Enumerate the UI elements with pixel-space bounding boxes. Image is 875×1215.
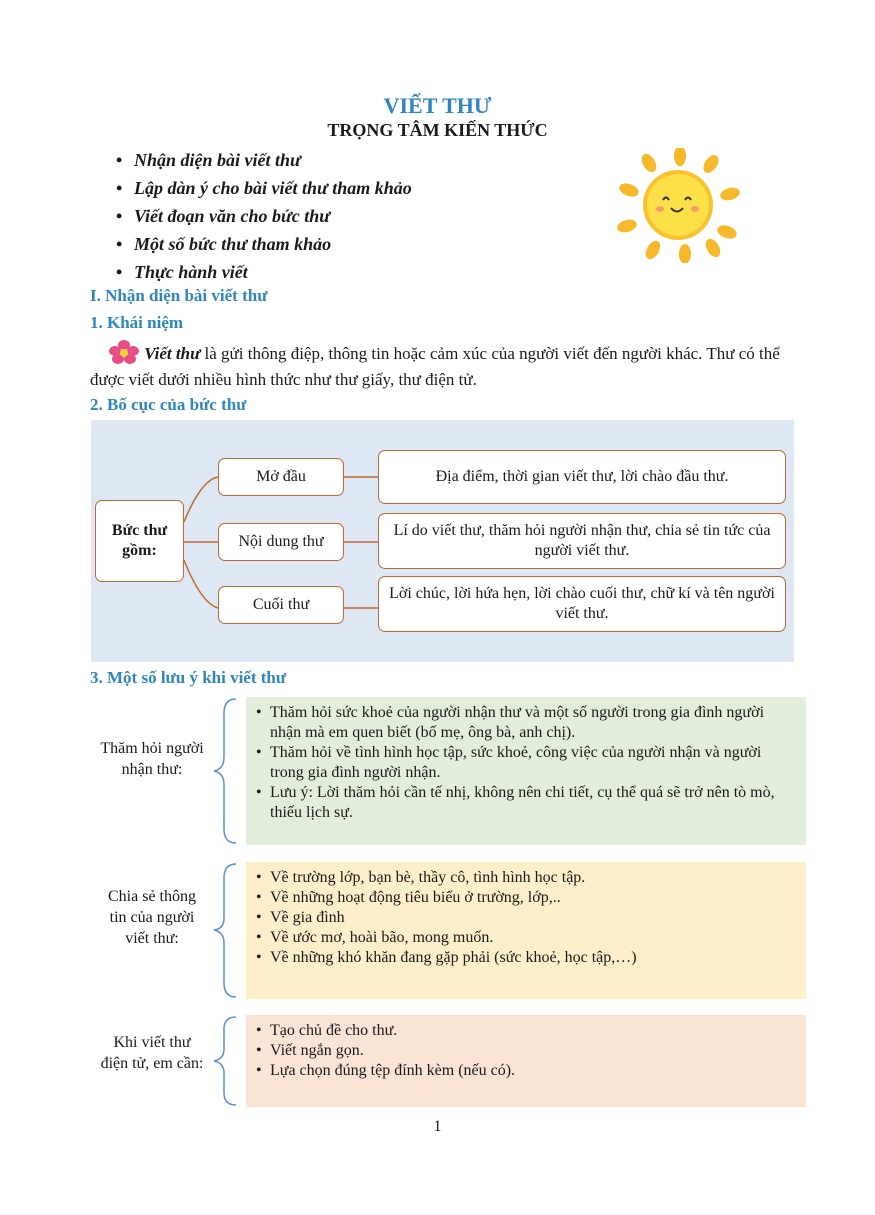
diagram-part-detail: Lời chúc, lời hứa hẹn, lời chào cuối thư, chữ kí và tên người viết thư. <box>378 576 786 632</box>
note-item: • Thăm hỏi về tình hình học tập, sức khoẻ, công việc của người nhận và người trong gia đình người nhận. <box>256 743 796 783</box>
flower-icon <box>108 340 140 364</box>
note-box <box>246 697 806 845</box>
note-item: • Về trường lớp, bạn bè, thầy cô, tình hình học tập. <box>256 868 796 888</box>
concept-definition: là gửi thông điệp, thông tin hoặc cảm xúc của người viết đến người khác. Thư có thể được viết dưới nhiều hình thức như thư giấy, thư điện tử. <box>90 344 780 389</box>
concept-term: Viết thư <box>144 344 201 363</box>
note-item: • Về ước mơ, hoài bão, mong muốn. <box>256 928 796 948</box>
note-label: Chia sẻ thông tin của người viết thư: <box>108 888 196 947</box>
note-label: Thăm hỏi người nhận thư: <box>100 740 204 778</box>
page-number: 1 <box>433 1118 442 1135</box>
topic-item: • Một số bức thư tham khảo <box>116 232 412 260</box>
note-item: • Về gia đình <box>256 908 796 928</box>
topic-list <box>116 148 412 288</box>
topic-item: • Thực hành viết <box>116 260 412 288</box>
diagram-part-detail: Lí do viết thư, thăm hỏi người nhận thư, chia sẻ tin tức của người viết thư. <box>378 513 786 569</box>
brace-icon <box>210 862 240 999</box>
note-item: • Về những hoạt động tiêu biểu ở trường, lớp,.. <box>256 888 796 908</box>
sun-icon <box>615 148 745 263</box>
brace-icon <box>210 697 240 845</box>
note-item: • Lưu ý: Lời thăm hỏi cần tế nhị, không nên chi tiết, cụ thể quá sẽ trở nên tò mò, thiếu lịch sự. <box>256 783 796 823</box>
page-subtitle: TRỌNG TÂM KIẾN THỨC <box>327 120 548 140</box>
diagram-part-name: Nội dung thư <box>218 523 344 561</box>
brace-icon <box>210 1015 240 1107</box>
note-label: Khi viết thư điện tử, em cần: <box>100 1034 204 1072</box>
topic-item: • Nhận diện bài viết thư <box>116 148 412 176</box>
topic-item: • Lập dàn ý cho bài viết thư tham khảo <box>116 176 412 204</box>
layout-heading: 2. Bố cục của bức thư <box>90 395 247 414</box>
note-box <box>246 862 806 999</box>
diagram-root: Bức thư gồm: <box>95 500 184 582</box>
diagram-part-name: Cuối thư <box>218 586 344 624</box>
notes-heading: 3. Một số lưu ý khi viết thư <box>90 668 287 687</box>
note-item: • Viết ngắn gọn. <box>256 1041 796 1061</box>
note-box <box>246 1015 806 1107</box>
letter-layout-diagram <box>91 420 794 662</box>
page-title: VIẾT THƯ <box>383 93 492 118</box>
note-item: • Thăm hỏi sức khoẻ của người nhận thư và một số người trong gia đình người nhận mà em quen biết (bố mẹ, ông bà, anh chị). <box>256 703 796 743</box>
concept-paragraph <box>90 340 795 393</box>
section-heading: I. Nhận diện bài viết thư <box>90 286 268 305</box>
note-item: • Về những khó khăn đang gặp phải (sức khoẻ, học tập,…) <box>256 948 796 968</box>
note-item: • Tạo chủ đề cho thư. <box>256 1021 796 1041</box>
note-item: • Lựa chọn đúng tệp đính kèm (nếu có). <box>256 1061 796 1081</box>
topic-item: • Viết đoạn văn cho bức thư <box>116 204 412 232</box>
diagram-part-detail: Địa điểm, thời gian viết thư, lời chào đầu thư. <box>378 450 786 504</box>
concept-heading: 1. Khái niệm <box>90 313 184 332</box>
diagram-part-name: Mở đầu <box>218 458 344 496</box>
